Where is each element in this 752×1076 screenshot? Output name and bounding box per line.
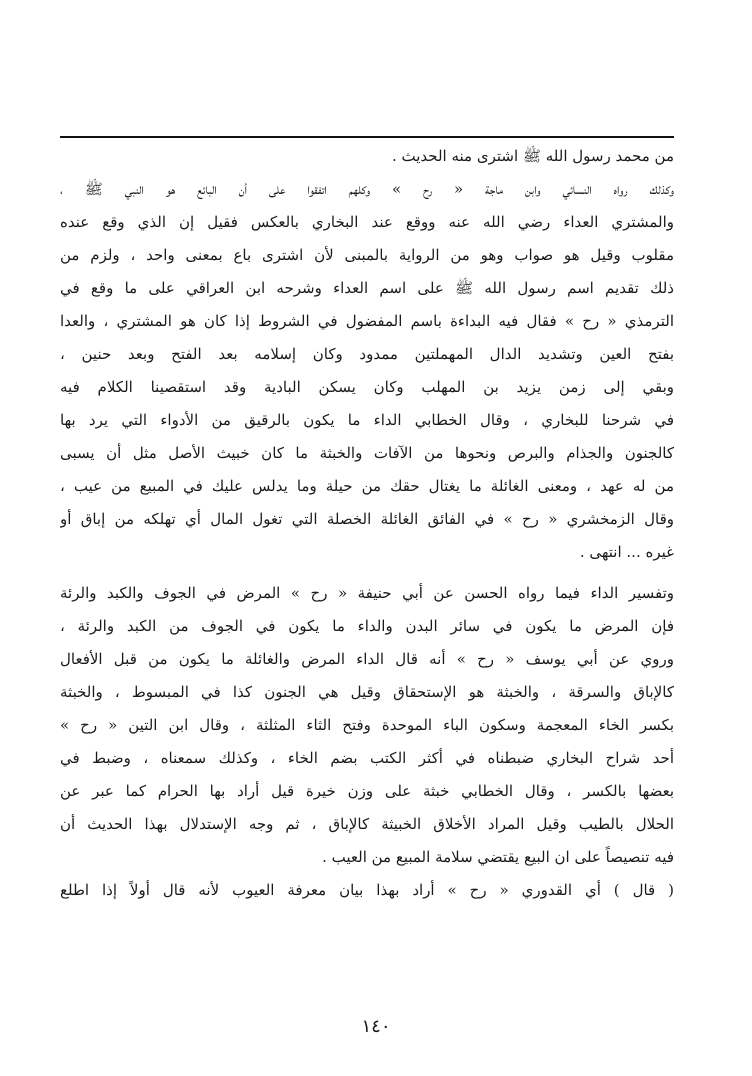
text-line: ( قال ) أي القدوري « رح » أراد بهذا بيان معرفة العيوب لأنه قال أولاً إذا اطلع: [60, 881, 674, 899]
text-line: بعضها بالكسر ، وقال الخطابي خبثة على وزن خيرة قيل أراد بها الحرام كما عبر عن: [60, 782, 674, 800]
text-line: من له عهد ، ومعنى الغائلة ما يغتال حقك من حيلة وما يدلس عليك في المبيع من عيب ،: [60, 477, 674, 495]
text-line: وتفسير الداء فيما رواه الحسن عن أبي حنيفة « رح » المرض في الجوف والكبد والرئة: [60, 584, 674, 602]
text-line: وروي عن أبي يوسف « رح » أنه قال الداء المرض والغائلة ما يكون من قبل الأفعال: [60, 650, 674, 668]
text-line: بكسر الخاء المعجمة وسكون الباء الموحدة وفتح الثاء المثلثة ، وقال ابن التين « رح »: [60, 716, 674, 734]
header-rule: [60, 136, 674, 138]
text-line: والمشتري العداء رضي الله عنه ووقع عند البخاري بالعكس فقيل إن الذي وقع عنده: [60, 213, 674, 231]
text-line: الحلال بالطيب وقيل المراد الأخلاق الخبيثة كالإباق ، ثم وجه الإستدلال بهذا الحديث أن: [60, 815, 674, 833]
body-text: [60, 140, 674, 907]
text-line: فيه تنصيصاً على ان البيع يقتضي سلامة المبيع من العيب .: [322, 848, 674, 866]
page-number: ١٤٠: [361, 1016, 391, 1037]
text-line: في شرحنا للبخاري ، وقال الخطابي الداء ما يكون بالرقيق من الأدواء التي يرد بها: [60, 411, 674, 429]
text-line: مقلوب وقيل هو صواب وهو من الرواية بالمبنى لأن اشترى باع بمعنى واحد ، ولزم من: [60, 246, 674, 264]
text-line: فإن المرض ما يكون في سائر البدن والداء ما يكون في الجوف من الكبد والرئة ،: [60, 617, 674, 635]
text-line: غيره ... انتهى .: [579, 543, 674, 561]
text-line: كالإباق والسرقة ، والخبثة هو الإستحقاق وقيل هي الجنون كذا في المبسوط ، والخبثة: [60, 683, 674, 701]
text-line: ذلك تقديم اسم رسول الله ﷺ على اسم العداء وشرحه ابن العراقي على ما وقع في: [60, 279, 674, 297]
text-line: الترمذي « رح » فقال فيه البداءة باسم المفضول في الشروط إذا كان هو المشتري ، والعدا: [60, 312, 674, 330]
text-line: وبقي إلى زمن يزيد بن المهلب وكان يسكن البادية وقد استقصينا الكلام فيه: [60, 378, 674, 396]
text-line: أحد شراح البخاري ضبطناه في أكثر الكتب بضم الخاء ، وكذلك سمعناه ، وضبط في: [60, 749, 674, 767]
text-line: بفتح العين وتشديد الدال المهملتين ممدود وكان إسلامه بعد الفتح وبعد حنين ،: [60, 345, 674, 363]
paragraph-gap: [60, 569, 674, 577]
text-line: وقال الزمخشري « رح » في الفائق الغائلة الخصلة التي تغول المال أي تهلكه من إباق أو: [60, 510, 674, 528]
text-line: وكذلك رواه النسائي وابن ماجة « رح » وكلهم اتفقوا على أن البائع هو النبي ﷺ ،: [60, 180, 674, 198]
text-line: كالجنون والجذام والبرص ونحوها من الآفات والخبثة ما كان خبيث الأصل مثل أن يسبى: [60, 444, 674, 462]
text-line: من محمد رسول الله ﷺ اشترى منه الحديث .: [391, 147, 674, 165]
